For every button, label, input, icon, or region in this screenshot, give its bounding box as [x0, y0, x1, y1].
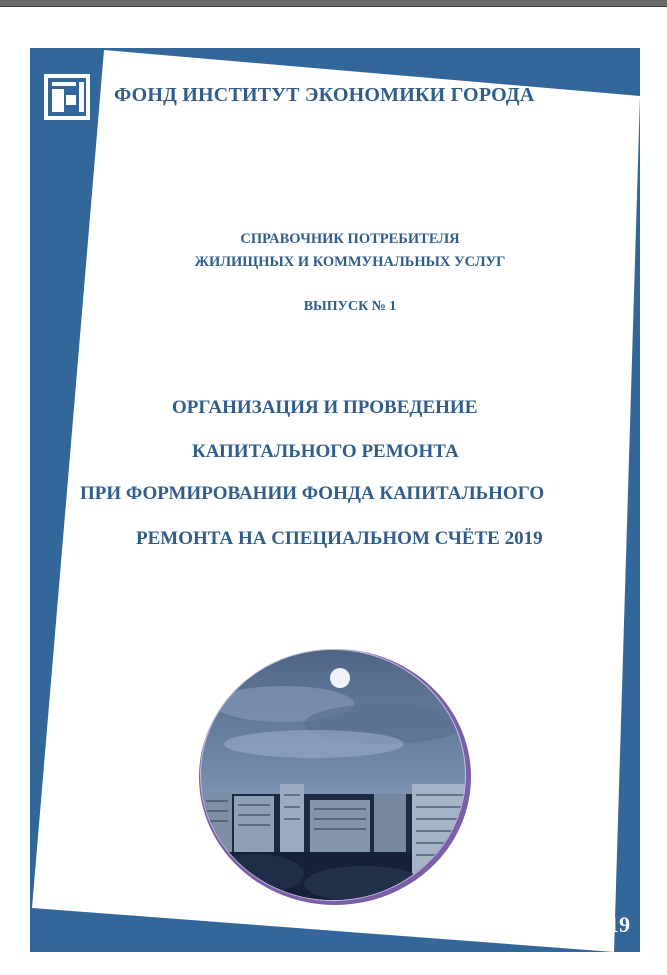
- issue-number: ВЫПУСК № 1: [303, 299, 397, 314]
- institute-logo-icon: [44, 74, 90, 120]
- main-title-line-4: РЕМОНТА НА СПЕЦИАЛЬНОМ СЧЁТЕ 2019: [136, 528, 543, 549]
- book-cover: [30, 48, 640, 952]
- main-title-line-2: КАПИТАЛЬНОГО РЕМОНТА: [192, 441, 459, 462]
- window-top-bar: [0, 0, 667, 7]
- series-title-line-2: ЖИЛИЩНЫХ И КОММУНАЛЬНЫХ УСЛУГ: [194, 254, 506, 270]
- publication-year: 2019: [586, 912, 630, 937]
- organization-name: ФОНД ИНСТИТУТ ЭКОНОМИКИ ГОРОДА: [114, 84, 535, 106]
- city-skyline-photo: [194, 644, 472, 906]
- main-title-line-1: ОРГАНИЗАЦИЯ И ПРОВЕДЕНИЕ: [172, 397, 478, 418]
- main-title-line-3: ПРИ ФОРМИРОВАНИИ ФОНДА КАПИТАЛЬНОГО: [80, 483, 545, 504]
- series-title-line-1: СПРАВОЧНИК ПОТРЕБИТЕЛЯ: [240, 231, 460, 247]
